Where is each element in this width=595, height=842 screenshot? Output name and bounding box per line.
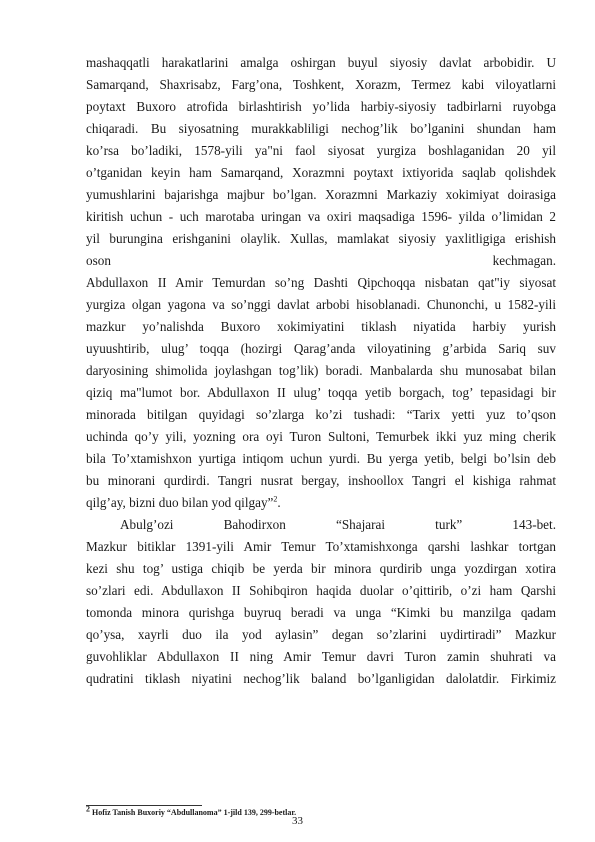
text-line-with-footnote <box>86 492 556 514</box>
text-line: qilg’ay, bizni duo bilan yod qilgay” <box>86 495 274 510</box>
text-line: chiqaradi. Bu siyosatning murakkabliligi nechog’lik bo’lganini shundan ham <box>86 121 556 136</box>
text-line: minorada bitilgan quyidagi so’zlarga ko’zi tushadi: “Tarix yetti yuz to’qson <box>86 407 556 422</box>
text-line: yil burungina erishganini olaylik. Xullas, mamlakat siyosiy yaxlitligiga erishish <box>86 231 556 246</box>
text-line: daryosining shimolida joylashgan tog’lik) boradi. Manbalarda shu munosabat bilan <box>86 363 556 378</box>
text-line: mazkur yo’nalishda Buxoro xokimiyatini tiklash niyatida harbiy yurish <box>86 319 556 334</box>
text-line: o’tganidan keyin ham Samarqand, Xorazmni poytaxt ixtiyorida saqlab qolishdek <box>86 165 556 180</box>
text-line: kezi shu tog’ ustiga chiqib be yerda bir minora qurdirib unga yozdirgan xotira <box>86 561 556 576</box>
footnote-text: Hofiz Tanish Buxoriy “Abdullanoma” 1-jild 139, 299-betlar. <box>92 808 297 817</box>
text-line: tomonda minora qurishga buyruq beradi va unga “Kimki bu manzilga qadam <box>86 605 556 620</box>
text-line: poytaxt Buxoro atrofida birlashtirish yo’lida harbiy-siyosiy tadbirlarni ruyobga <box>86 99 556 114</box>
text-line: bila To’xtamishxon yurtiga intiqom uchun yurdi. Bu yerga yetib, belgi bo’lsin deb <box>86 451 556 466</box>
text-line: qo’ysa, xayrli duo ila yod aylasin” degan so’zlarini uydirtiradi” Mazkur <box>86 627 556 642</box>
footnote-marker: 2 <box>86 804 90 814</box>
footnote-reference: 2 <box>273 494 278 504</box>
text-line: qudratini tiklash niyatini nechog’lik baland bo’lganligidan dalolatdir. Firkimiz <box>86 671 556 686</box>
text-line: uchinda qo’y yili, yozning ora oyi Turon Sultoni, Temurbek ikki yuz ming cherik <box>86 429 556 444</box>
document-body <box>86 52 556 690</box>
footnote-reference-suffix: . <box>277 495 281 510</box>
source-citation-line: Abulg’ozi Bahodirxon “Shajarai turk” 143-bet. <box>120 517 556 532</box>
text-line: bu minorani qurdirdi. Tangri nusrat bergay, inshoollox Tangri el kishiga rahmat <box>86 473 556 488</box>
text-line: ko’rsa bo’ladiki, 1578-yili ya"ni faol siyosat yurgiza boshlaganidan 20 yil <box>86 143 556 158</box>
text-line: guvohliklar Abdullaxon II ning Amir Temur davri Turon zamin shuhrati va <box>86 649 556 664</box>
text-line: yurgiza olgan yagona va so’nggi davlat arbobi hisoblanadi. Chunonchi, u 1582-yili <box>86 297 556 312</box>
text-line: uyuushtirib, ulug’ toqqa (hozirgi Qarag’anda viloyatining g’arbida Sariq suv <box>86 341 556 356</box>
text-line: Mazkur bitiklar 1391-yili Amir Temur To’xtamishxonga qarshi lashkar tortgan <box>86 539 556 554</box>
text-line: oson kechmagan. <box>86 253 556 268</box>
footnote-divider <box>86 805 202 806</box>
text-line: qiziq ma"lumot bor. Abdullaxon II ulug’ toqqa yetib borgach, tog’ tepasidagi bir <box>86 385 556 400</box>
text-line: kiritish uchun - uch marotaba uringan va oxiri maqsadiga 1596- yilda o’limidan 2 <box>86 209 556 224</box>
text-line: yumushlarini bajarishga majbur bo’lgan. Xorazmni Markaziy xokimiyat doirasiga <box>86 187 556 202</box>
text-line: mashaqqatli harakatlarini amalga oshirgan buyul siyosiy davlat arbobidir. U <box>86 55 556 70</box>
page-number: 33 <box>292 815 303 827</box>
text-line: Samarqand, Shaxrisabz, Farg’ona, Toshkent, Xorazm, Termez kabi viloyatlarni <box>86 77 556 92</box>
text-line: so’zlari edi. Abdullaxon II Sohibqiron haqida duolar o’qittirib, o’zi ham Qarshi <box>86 583 556 598</box>
text-line: Abdullaxon II Amir Temurdan so’ng Dashti Qipchoqqa nisbatan qat"iy siyosat <box>86 275 556 290</box>
